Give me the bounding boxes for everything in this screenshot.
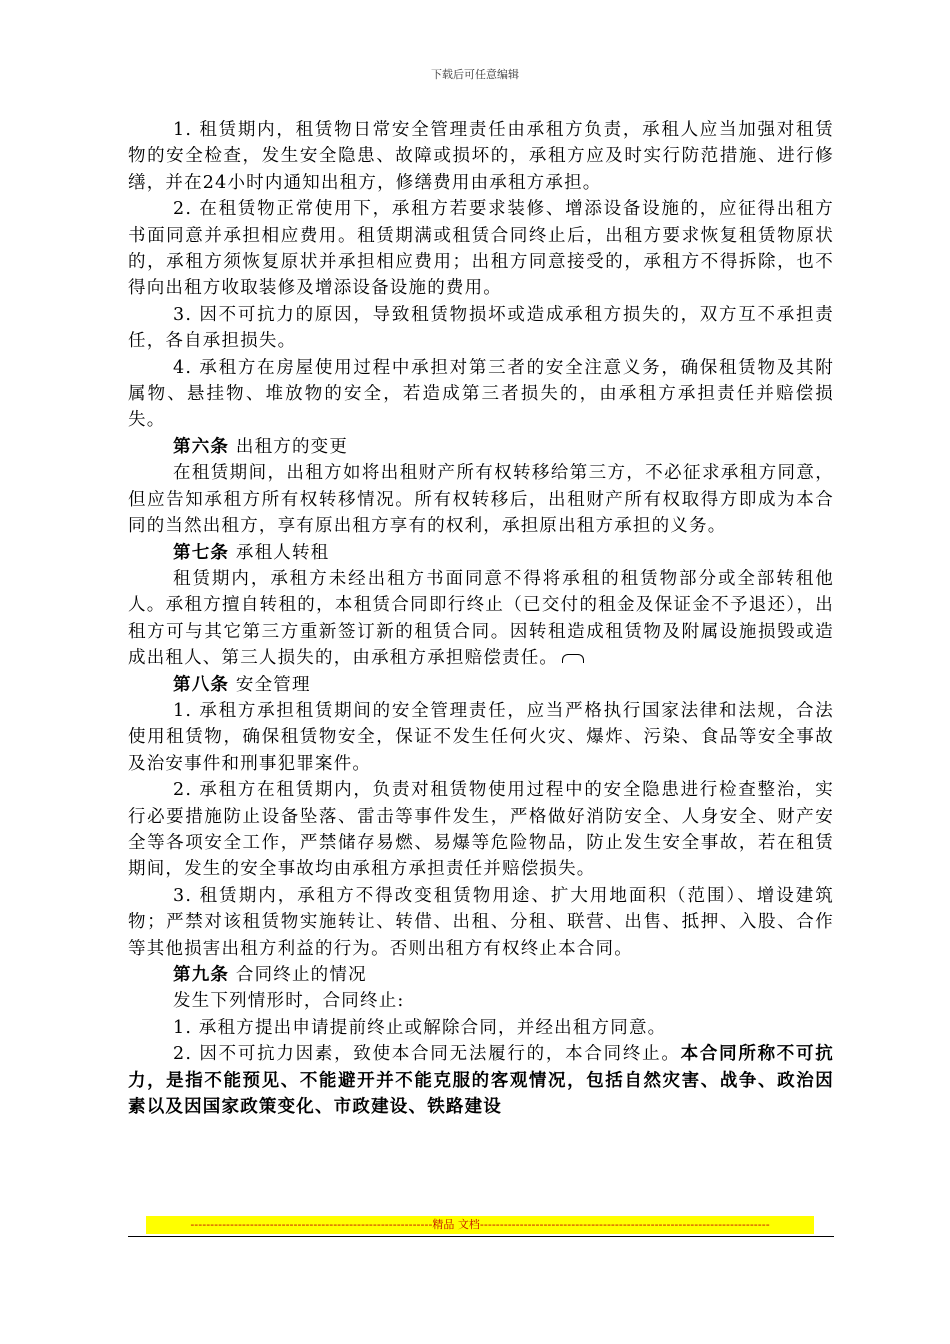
clause-paragraph: 1. 承租方提出申请提前终止或解除合同，并经出租方同意。 [173,1017,667,1038]
article-number: 第七条 [173,542,230,563]
document-body [128,117,834,1120]
cursor-mark-icon [562,654,584,663]
article-number: 第六条 [173,436,230,457]
article-7-heading [128,540,834,566]
article-8-heading [128,672,834,698]
article-9-heading [128,962,834,988]
footer-divider [128,1236,834,1237]
article-title: 承租人转租 [229,542,330,563]
clause-paragraph: 1. 租赁期内，租赁物日常安全管理责任由承租方负责，承租人应当加强对租赁物的安全检查，发生安全隐患、故障或损坏的，承租方应及时实行防范措施、进行修缮，并在24小时内通知出租方，修缮费用由承租方承担。 [128,120,834,193]
article-title: 合同终止的情况 [229,965,367,985]
article-9-intro: 发生下列情形时，合同终止: [173,991,405,1012]
article-6-heading [128,434,834,460]
clause-bold-text: 本合同所称不可抗力，是指不能预见、不能避开并不能克服的客观情况，包括自然灾害、战争、政治因素以及因国家政策变化、市政建设、铁路建设 [128,1044,835,1118]
article-title: 出租方的变更 [229,436,349,457]
clause-paragraph: 3. 租赁期内，承租方不得改变租赁物用途、扩大用地面积（范围）、增设建筑物；严禁对该租赁物实施转让、转借、出租、分租、联营、出售、抵押、入股、合作等其他损害出租方利益的行为。否则出租方有权终止本合同。 [128,885,834,959]
article-number: 第八条 [173,674,230,695]
page-footer-banner: -------------------------------------------------------------精品 文档------------------------------------------------------------------------- [146,1216,814,1234]
clause-paragraph: 2. 承租方在租赁期内，负责对租赁物使用过程中的安全隐患进行检查整治，实行必要措施防止设备坠落、雷击等事件发生，严格做好消防安全、人身安全、财产安全等各项安全工作，严禁储存易燃、易爆等危险物品，防止发生安全事故，若在租赁期间，发生的安全事故均由承租方承担责任并赔偿损失。 [128,780,834,880]
article-7-text: 租赁期内，承租方未经出租方书面同意不得将承租的租赁物部分或全部转租他人。承租方擅自转租的，本租赁合同即行终止（已交付的租金及保证金不予退还），出租方可与其它第三方重新签订新的租赁合同。因转租造成租赁物及附属设施损毁或造成出租人、第三人损失的，由承租方承担赔偿责任。 [128,568,834,669]
clause-paragraph: 1. 承租方承担租赁期间的安全管理责任，应当严格执行国家法律和法规，合法使用租赁物，确保租赁物安全，保证不发生任何火灾、爆炸、污染、食品等安全事故及治安事件和刑事犯罪案件。 [128,700,834,774]
clause-paragraph [128,1041,834,1120]
article-number: 第九条 [173,965,230,985]
clause-paragraph: 2. 在租赁物正常使用下，承租方若要求装修、增添设备设施的，应征得出租方书面同意并承担相应费用。租赁期满或租赁合同终止后，出租方要求恢复租赁物原状的，承租方须恢复原状并承担相应费用；出租方同意接受的，承租方不得拆除，也不得向出租方收取装修及增添设备设施的费用。 [128,199,834,299]
clause-paragraph: 4. 承租方在房屋使用过程中承担对第三者的安全注意义务，确保租赁物及其附属物、悬挂物、堆放物的安全，若造成第三者损失的，由承租方承担责任并赔偿损失。 [128,357,834,431]
article-7-body [128,566,834,672]
clause-plain-text: 2. 因不可抗力因素，致使本合同无法履行的，本合同终止。 [173,1044,681,1065]
article-6-body: 在租赁期间，出租方如将出租财产所有权转移给第三方，不必征求承租方同意，但应告知承租方所有权转移情况。所有权转移后，出租财产所有权取得方即成为本合同的当然出租方，享有原出租方享有的权利，承担原出租方承担的义务。 [128,463,834,537]
article-title: 安全管理 [229,674,311,695]
page-header: 下载后可任意编辑 [431,68,519,81]
clause-paragraph: 3. 因不可抗力的原因，导致租赁物损坏或造成承租方损失的，双方互不承担责任，各自承担损失。 [128,304,834,352]
